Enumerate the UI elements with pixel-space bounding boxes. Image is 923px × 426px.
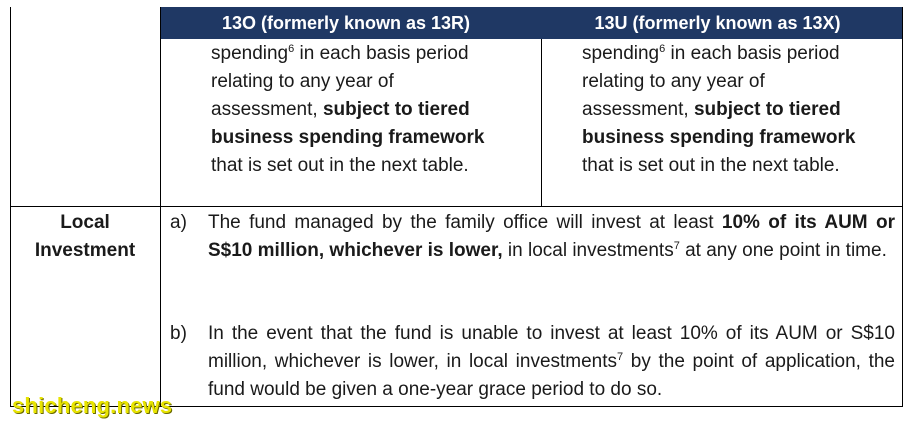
divider-row: [10, 206, 903, 207]
local-investment-item-a: [170, 209, 895, 293]
local-investment-item-b: [170, 320, 895, 404]
border-right: [902, 7, 903, 407]
local-investment-label: Local Investment: [34, 212, 136, 261]
watermark: shicheng.news: [12, 393, 173, 418]
item-a-text: The fund managed by the family office will invest at least 10% of its AUM or S$10 million, whichever is lower, in local investments$^7$ at any one point in time.: [208, 212, 895, 261]
divider-label-column: [160, 7, 161, 407]
item-b-text: In the event that the fund is unable to invest at least 10% of its AUM or S$10 million, whichever is lower, in local investments$^7$ by the point of application, the fund would be given a one-year grace period to do so.: [208, 323, 895, 400]
spending-cell-13o: spending$^6$ in each basis period relating to any year of assessment, subject to tiered business spending framework that is set out in the next table.: [211, 43, 485, 176]
item-a-marker: a): [170, 212, 187, 233]
header-13o: 13O (formerly known as 13R): [221, 13, 471, 33]
spending-cell-13u: spending$^6$ in each basis period relating to any year of assessment, subject to tiered business spending framework that is set out in the next table.: [582, 43, 856, 176]
comparison-table: [10, 7, 903, 407]
header-13u: 13U (formerly known as 13X): [594, 13, 841, 33]
table-header: [160, 7, 903, 39]
item-b-marker: b): [170, 323, 187, 344]
border-left: [10, 7, 11, 407]
divider-scheme-columns: [541, 39, 542, 206]
